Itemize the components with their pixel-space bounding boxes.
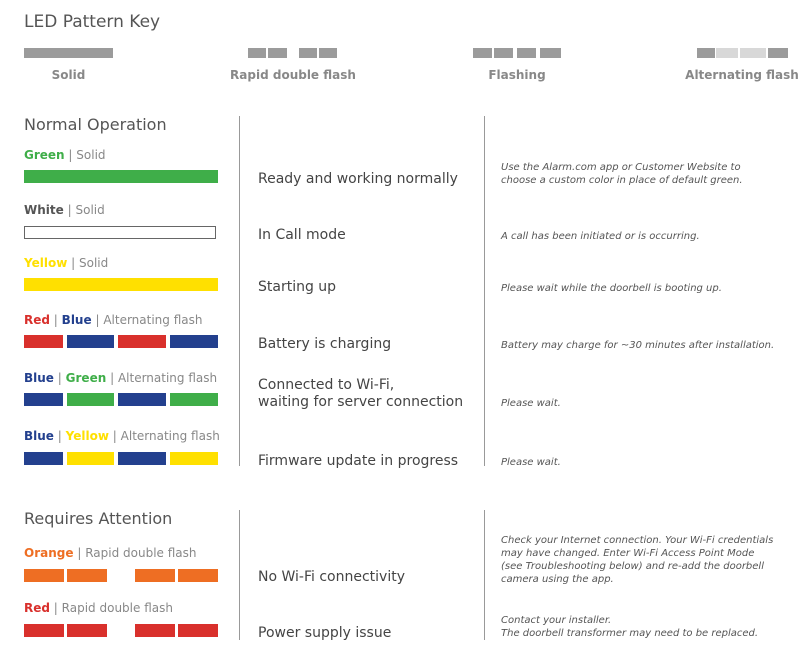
status-note: Contact your installer. The doorbell transformer may need to be replaced. — [501, 615, 759, 639]
status-description: Battery is charging — [258, 336, 392, 352]
led-label: Blue | Yellow | Alternating flash — [24, 429, 220, 443]
status-description: Firmware update in progress — [258, 453, 459, 469]
status-note: Battery may charge for ~30 minutes after installation. — [501, 340, 775, 351]
pattern-solid-label: Solid — [51, 68, 86, 82]
column-divider — [239, 116, 240, 466]
column-divider — [484, 116, 485, 466]
led-label: Red | Blue | Alternating flash — [24, 313, 203, 327]
led-label: Green | Solid — [24, 148, 106, 162]
status-description: In Call mode — [258, 227, 346, 243]
status-note: Please wait. — [501, 398, 561, 409]
column-divider — [239, 510, 240, 640]
led-label: Blue | Green | Alternating flash — [24, 371, 218, 385]
requires-attention-title: Requires Attention — [24, 509, 173, 528]
status-note: Please wait. — [501, 457, 561, 468]
key-title: LED Pattern Key — [24, 12, 161, 32]
pattern-flashing-label: Flashing — [488, 68, 546, 82]
led-label: Yellow | Solid — [24, 256, 109, 270]
normal-operation-title: Normal Operation — [24, 115, 167, 134]
pattern-rapid-double-flash-label: Rapid double flash — [230, 68, 356, 82]
status-note: Use the Alarm.com app or Customer Website to choose a custom color in place of default green. — [501, 162, 743, 186]
status-description: No Wi-Fi connectivity — [258, 569, 405, 585]
status-note: Check your Internet connection. Your Wi-Fi credentials may have changed. Enter Wi-Fi Access Point Mode (see Troubleshooting below) and re-add the doorbell camera using the app. — [501, 535, 774, 585]
status-description: Connected to Wi-Fi, waiting for server connection — [258, 377, 464, 410]
pattern-alternating-flash-label: Alternating flash — [685, 68, 799, 82]
status-description: Power supply issue — [258, 625, 392, 641]
status-note: A call has been initiated or is occurring. — [501, 231, 700, 242]
status-note: Please wait while the doorbell is booting up. — [501, 283, 722, 294]
led-label: Orange | Rapid double flash — [24, 546, 197, 560]
column-divider — [484, 510, 485, 640]
status-description: Ready and working normally — [258, 171, 458, 187]
status-description: Starting up — [258, 279, 337, 295]
led-label: Red | Rapid double flash — [24, 601, 173, 615]
led-label: White | Solid — [24, 203, 105, 217]
